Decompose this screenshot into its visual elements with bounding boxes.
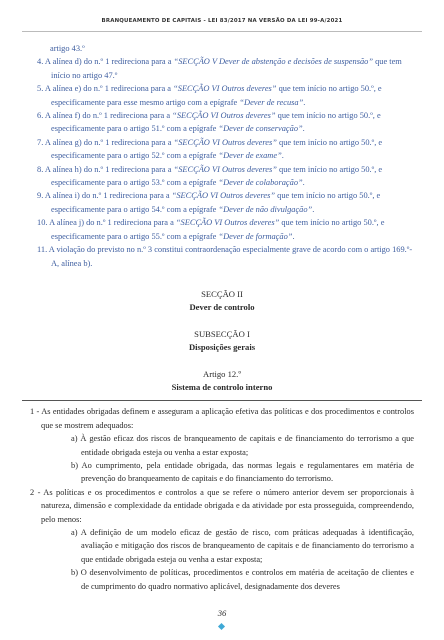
- note-number: 6.: [37, 111, 45, 121]
- article-label: Artigo 12.º: [203, 368, 241, 379]
- page-marker-diamond: [218, 623, 225, 630]
- section-title: Dever de controlo: [189, 302, 255, 313]
- note-number: 10.: [37, 218, 50, 228]
- note-epigraph: “Dever de colaboração”: [218, 178, 303, 188]
- page-number: 36: [217, 608, 227, 618]
- note-section-ref: “SECÇÃO VI Outros deveres”: [173, 164, 277, 174]
- note-number: 8.: [37, 164, 45, 174]
- note-text: que tem início no artigo 50.º, e especificamente para esse mesmo artigo com a epígrafe: [51, 84, 382, 107]
- paragraph-2b: b) O desenvolvimento de políticas, procedimentos e controlos em matéria de aceitação de clientes e de cumprimento do quadro normativo aplicável, designadamente dos deveres: [71, 568, 414, 591]
- note-text: que tem início no artigo 50.º, e especificamente para o artigo 55.º com a epígrafe: [51, 218, 385, 241]
- note-section-ref: “SECÇÃO VI Outros deveres”: [173, 137, 277, 147]
- page-content: [30, 42, 414, 593]
- paragraph-2: 2 - As políticas e os procedimentos e controlos a que se refere o número anterior devem ser proporcionais à natureza, dimensão e complexidade da entidade obrigada e da atividade por esta prosseguida, compreendendo, pelo menos:: [30, 487, 414, 524]
- note-number: 11.: [37, 245, 49, 255]
- article-title: Sistema de controlo interno: [171, 381, 273, 392]
- amendment-list: [30, 55, 414, 270]
- note-number: 5.: [37, 84, 45, 94]
- note-number: 9.: [37, 191, 45, 201]
- note-text: .: [281, 151, 284, 161]
- note-text: que tem início no artigo 47.º: [51, 57, 402, 80]
- note-section-ref: “SECÇÃO VI Outros deveres”: [173, 84, 277, 94]
- note-text: .: [303, 97, 306, 107]
- amendment-note: [30, 109, 414, 136]
- note-text: que tem início no artigo 50.º, e especificamente para o artigo 51.º com a epígrafe: [51, 111, 381, 134]
- note-epigraph: “Dever de conservação”: [218, 124, 303, 134]
- note-text: A alínea h) do n.º 1 redireciona para a: [44, 164, 174, 174]
- note-epigraph: “Dever de recusa”: [239, 97, 304, 107]
- amendment-note: [30, 55, 414, 82]
- article-rule: [22, 400, 422, 401]
- note-text: A alínea d) do n.º 1 redireciona para a: [44, 57, 174, 67]
- note-text: A alínea e) do n.º 1 redireciona para a: [44, 84, 174, 94]
- note-epigraph: “Dever de formação”: [218, 231, 293, 241]
- paragraph-1: 1 - As entidades obrigadas definem e asseguram a aplicação efetiva das políticas e dos procedimentos e controlos que se mostrem adequados:: [30, 407, 414, 430]
- paragraph-2a: a) A definição de um modelo eficaz de gestão de risco, com práticas adequadas à identificação, avaliação e mitigação dos riscos de branqueamento de capitais e de financiamento do terrorismo a que entidade obrigada esteja ou venha a estar exposta;: [71, 528, 414, 564]
- running-head: BRANQUEAMENTO DE CAPITAIS - LEI 83/2017 NA VERSÃO DA LEI 99-A/2021: [101, 18, 343, 24]
- amendment-note: [30, 82, 414, 109]
- note-text: A alínea g) do n.º 1 redireciona para a: [44, 137, 174, 147]
- note-text: A alínea j) do n.º 1 redireciona para a: [49, 218, 176, 228]
- note-text: que tem início no artigo 50.º, e especificamente para o artigo 53.º com a epígrafe: [51, 164, 383, 188]
- subsection-title: Disposições gerais: [188, 342, 256, 353]
- note-text: A violação do previsto no n.º 3 constitui contraordenação especialmente grave de acordo com o artigo 169.º- A, alínea b).: [48, 245, 413, 268]
- note-section-ref: “SECÇÃO V Dever de abstenção e decisões de suspensão”: [173, 57, 373, 67]
- note-epigraph: “Dever de exame”: [218, 151, 282, 161]
- note-text: que tem início no artigo 50.º, e especificamente para o artigo 52.º com a epígrafe: [51, 137, 383, 161]
- amendment-continuation: artigo 43.º: [50, 44, 85, 53]
- note-text: A alínea f) do n.º 1 redireciona para a: [44, 111, 173, 121]
- note-text: .: [302, 124, 305, 134]
- note-number: 4.: [37, 57, 45, 67]
- note-text: .: [292, 231, 295, 241]
- note-text: A alínea i) do n.º 1 redireciona para a: [44, 191, 172, 201]
- header-rule: [22, 31, 422, 32]
- paragraph-1a: a) À gestão eficaz dos riscos de branqueamento de capitais e de financiamento do terrorismo a que entidade obrigada esteja ou venha a estar exposta;: [71, 434, 414, 457]
- note-text: .: [302, 178, 305, 188]
- amendment-note: [30, 243, 414, 270]
- section-label: SECÇÃO II: [201, 288, 243, 299]
- paragraph-1b: b) Ao cumprimento, pela entidade obrigada, das normas legais e regulamentares em matéria de prevenção do branqueamento de capitais e do financiamento do terrorismo.: [71, 460, 414, 484]
- note-epigraph: “Dever de não divulgação”: [218, 204, 313, 214]
- note-text: que tem início no artigo 50.º, e especificamente para o artigo 54.º com a epígrafe: [51, 191, 381, 214]
- subsection-label: SUBSECÇÃO I: [194, 328, 250, 339]
- note-section-ref: “SECÇÃO VI Outros deveres”: [172, 111, 276, 121]
- note-text: .: [312, 204, 315, 214]
- amendment-note: [30, 136, 414, 163]
- note-section-ref: “SECÇÃO VI Outros deveres”: [171, 191, 276, 201]
- amendment-note: [30, 216, 414, 243]
- note-number: 7.: [37, 137, 45, 147]
- amendment-note: [30, 163, 414, 190]
- amendment-note: [30, 189, 414, 216]
- note-section-ref: “SECÇÃO VI Outros deveres”: [175, 218, 280, 228]
